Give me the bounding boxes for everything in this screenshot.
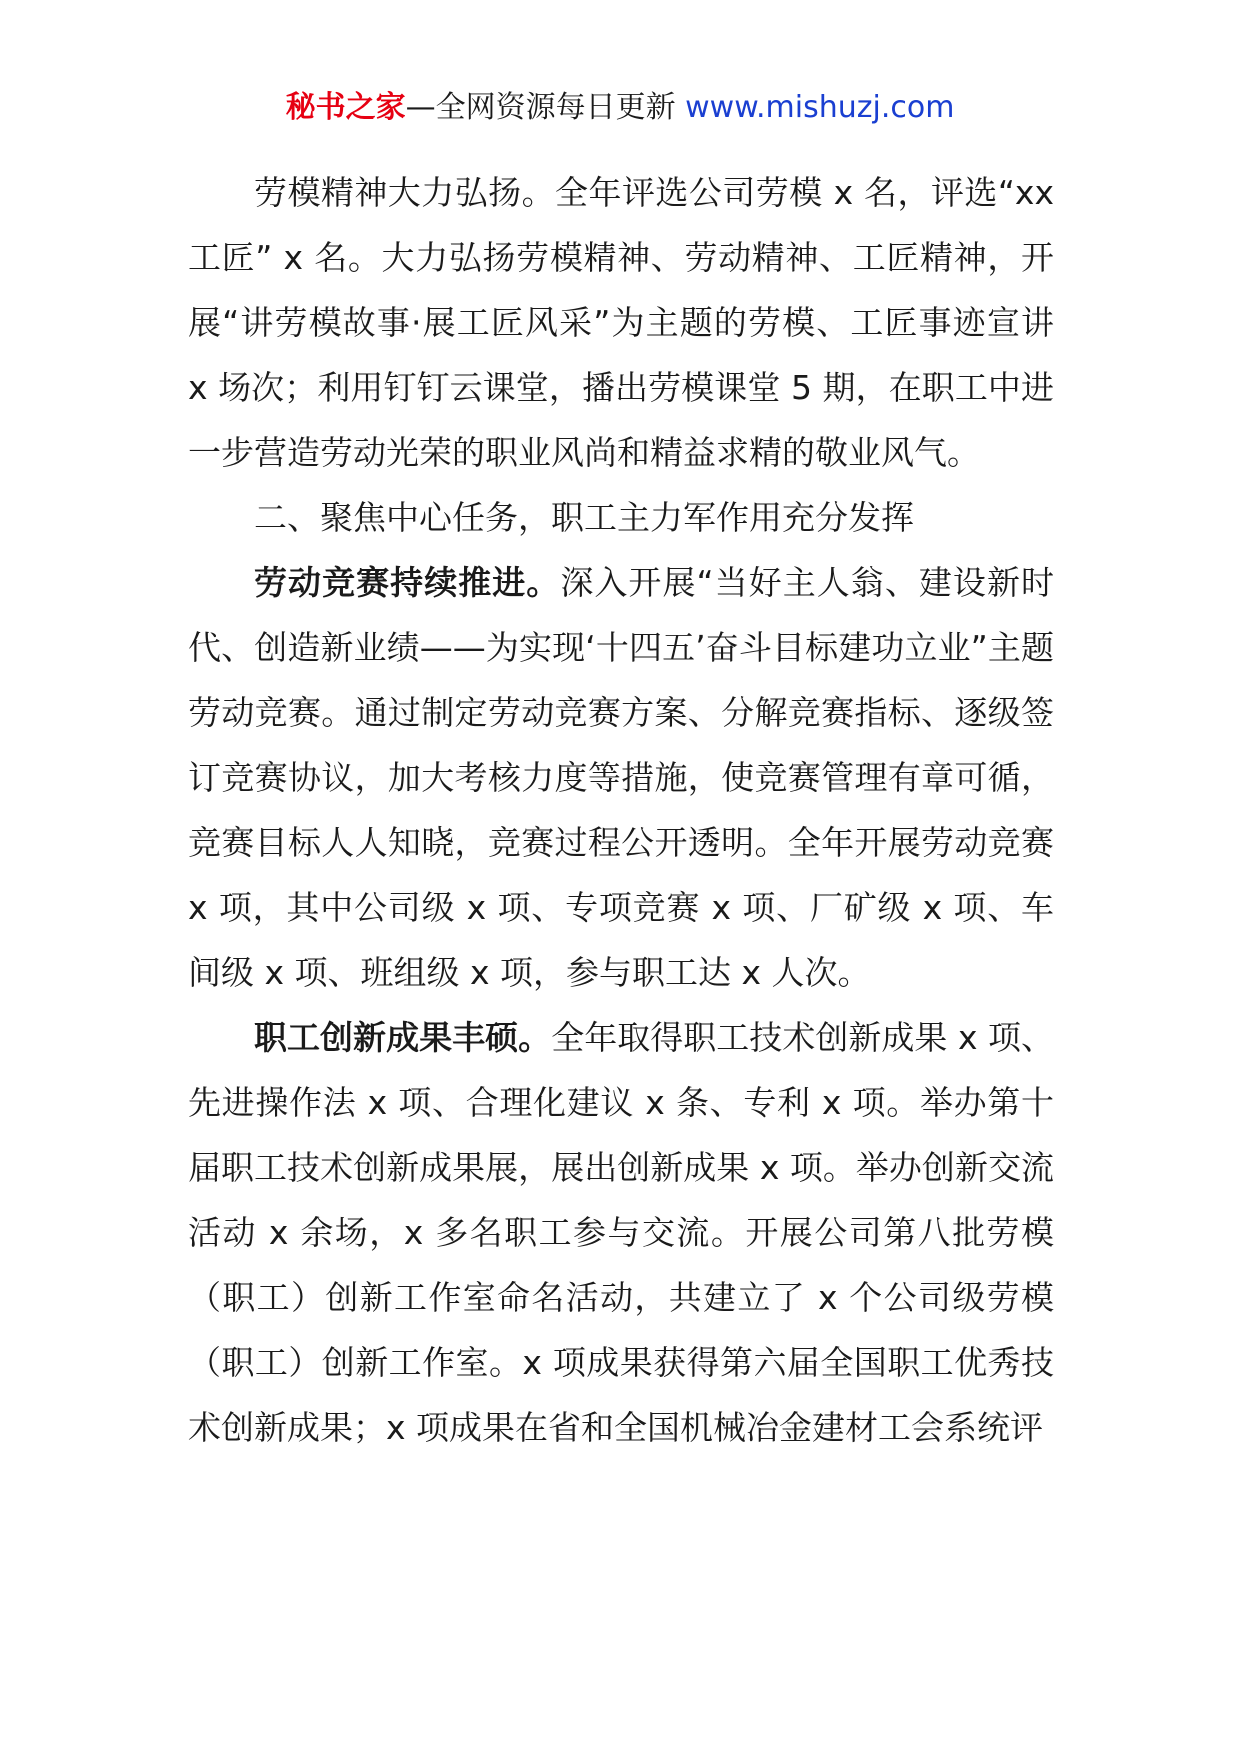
header-url-link[interactable]: www.mishuzj.com — [685, 90, 955, 125]
section-heading-text: 二、聚焦中心任务，职工主力军作用充分发挥 — [254, 498, 914, 537]
page-header — [0, 88, 1240, 128]
paragraph-lead: 职工创新成果丰硕。 — [254, 1018, 552, 1057]
paragraph-text: 深入开展“当好主人翁、建设新时代、创造新业绩——为实现‘十四五’奋斗目标建功立业”主题劳动竞赛。通过制定劳动竞赛方案、分解竞赛指标、逐级签订竞赛协议，加大考核力度等措施，使竞赛管理有章可循，竞赛目标人人知晓，竞赛过程公开透明。全年开展劳动竞赛 x 项，其中公司级 x 项、专项竞赛 x 项、厂矿级 x 项、车间级 x 项、班组级 x 项，参与职工达 x 人次。 — [188, 563, 1054, 992]
brand-name: 秘书之家 — [285, 90, 406, 125]
paragraph-model-spirit — [188, 160, 1054, 485]
paragraph-labor-competition — [188, 550, 1054, 1005]
paragraph-lead: 劳动竞赛持续推进。 — [254, 563, 561, 602]
header-slogan: —全网资源每日更新 — [405, 90, 686, 125]
paragraph-innovation — [188, 1005, 1054, 1460]
paragraph-text: 劳模精神大力弘扬。全年评选公司劳模 x 名，评选“xx 工匠” x 名。大力弘扬劳模精神、劳动精神、工匠精神，开展“讲劳模故事·展工匠风采”为主题的劳模、工匠事迹宣讲 x 场次；利用钉钉云课堂，播出劳模课堂 5 期，在职工中进一步营造劳动光荣的职业风尚和精益求精的敬业风气。 — [188, 173, 1054, 472]
section-heading — [188, 485, 1054, 550]
document-body — [188, 160, 1054, 1460]
paragraph-text: 全年取得职工技术创新成果 x 项、先进操作法 x 项、合理化建议 x 条、专利 x 项。举办第十届职工技术创新成果展，展出创新成果 x 项。举办创新交流活动 x 余场，x 多名职工参与交流。开展公司第八批劳模（职工）创新工作室命名活动，共建立了 x 个公司级劳模（职工）创新工作室。x 项成果获得第六届全国职工优秀技术创新成果；x 项成果在省和全国机械冶金建材工会系统评 — [188, 1018, 1054, 1447]
